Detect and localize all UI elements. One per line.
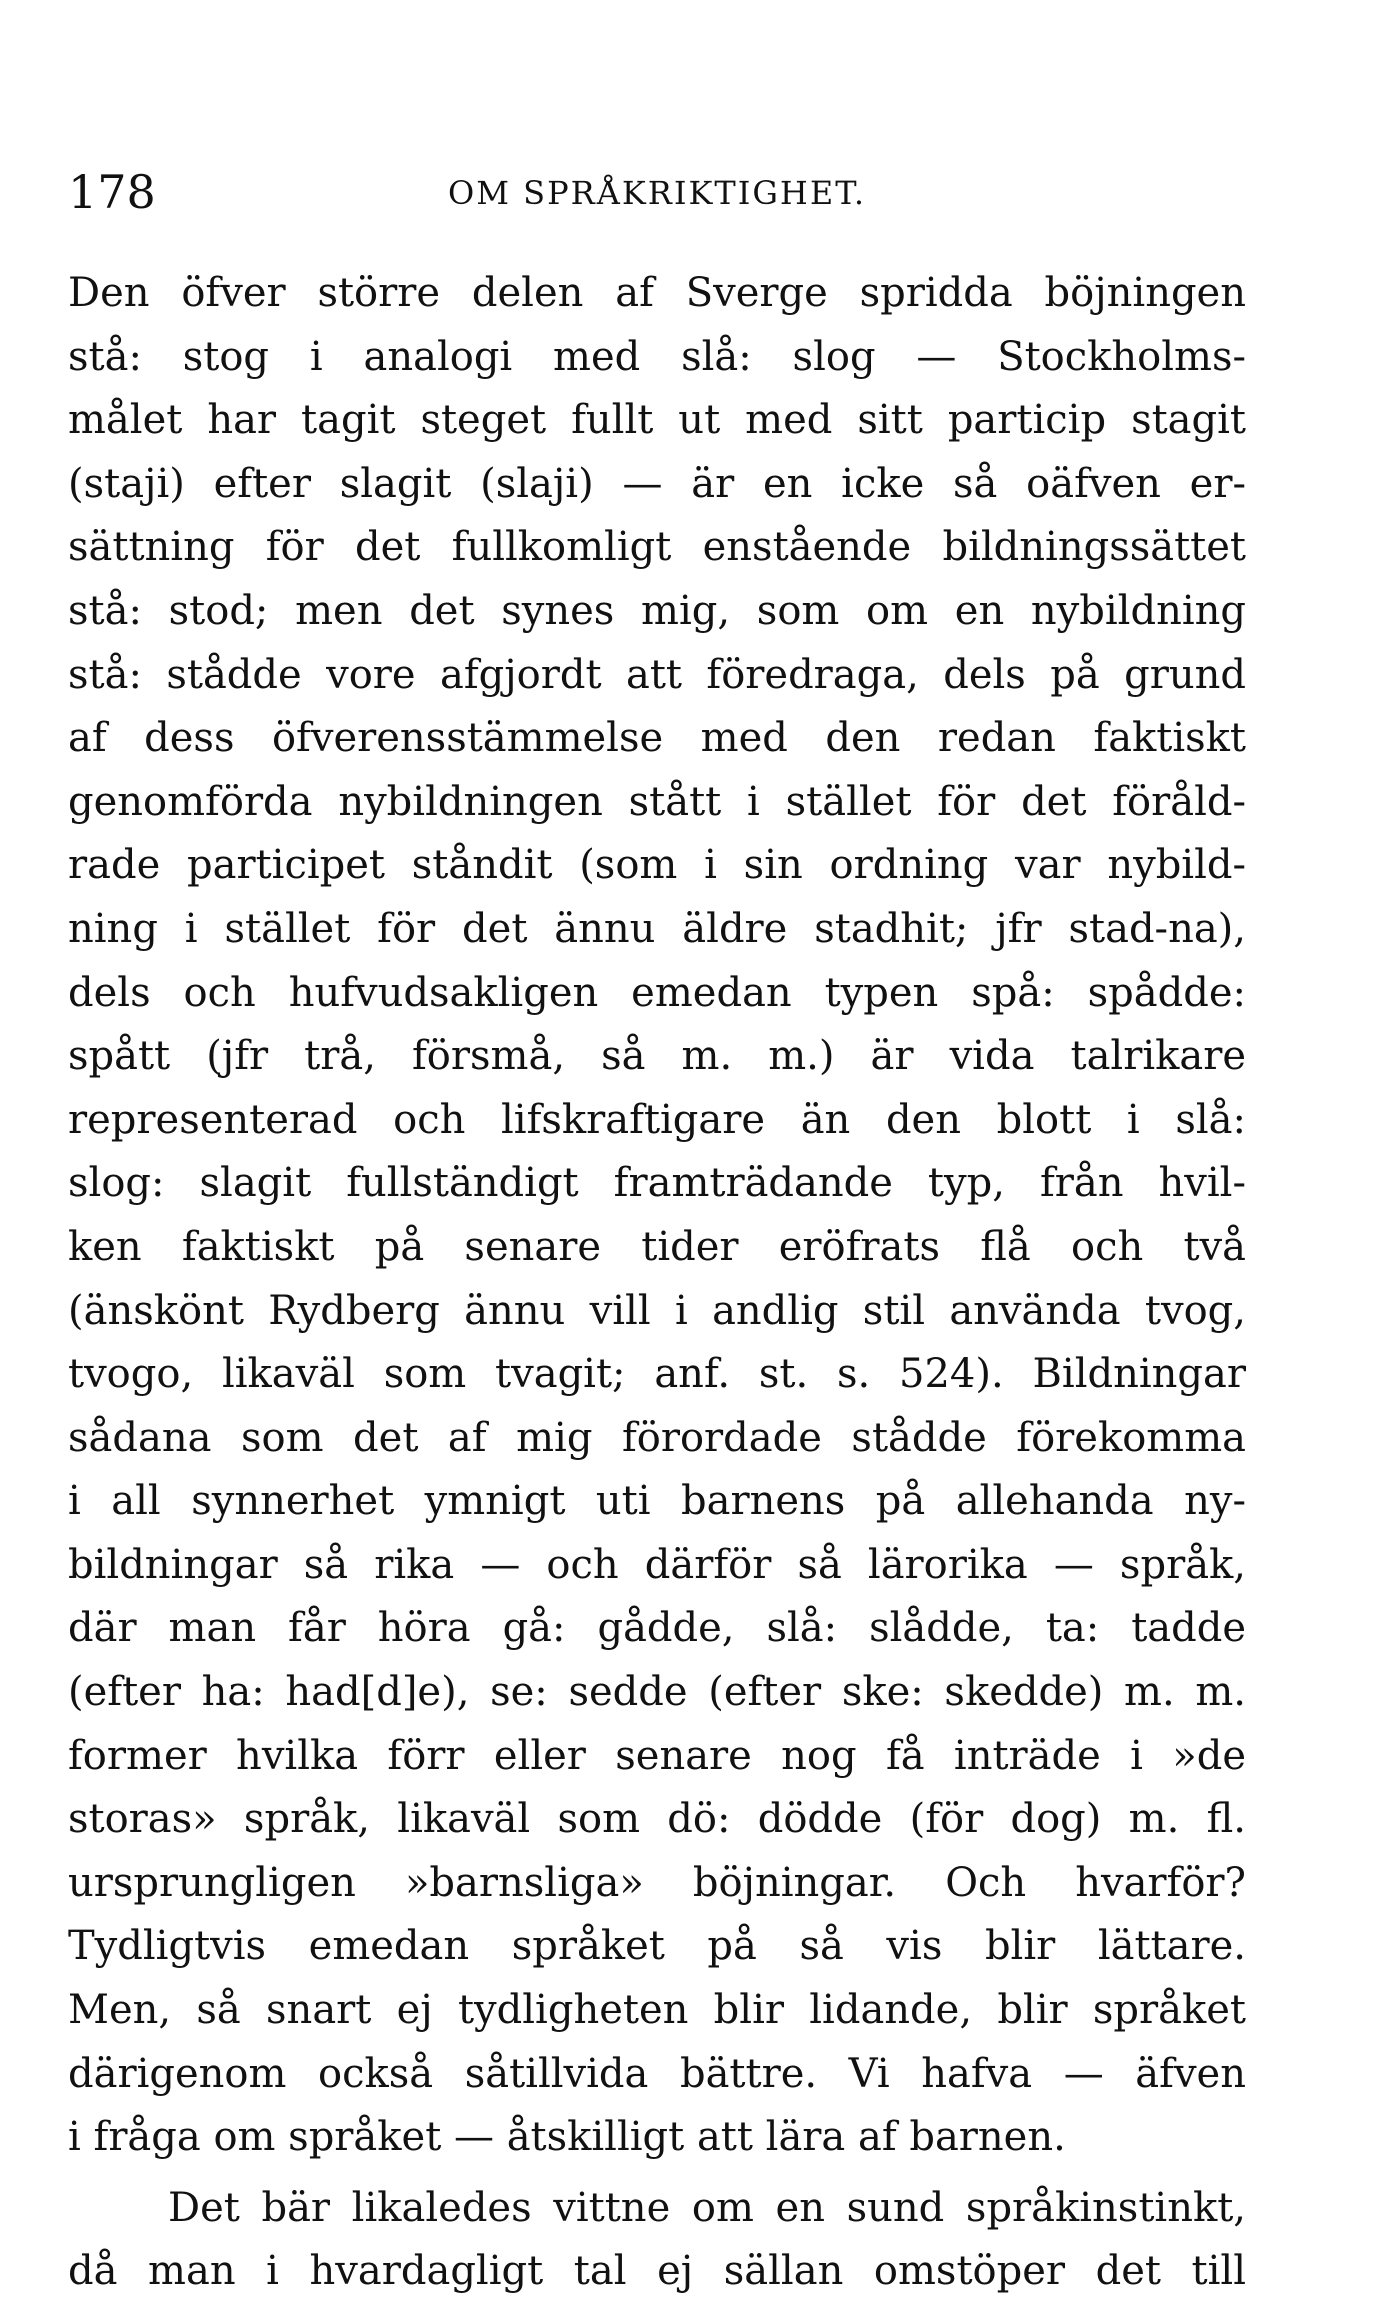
text-line: målet har tagit steget fullt ut med sitt particip stagit	[68, 397, 1246, 444]
text-line: ursprungligen »barnsliga» böjningar. Och hvarför?	[68, 1859, 1246, 1906]
text-line: rade participet ståndit (som i sin ordning var nybild-	[68, 842, 1246, 889]
running-head: OM SPRÅKRIKTIGHET.	[448, 174, 866, 212]
text-line: i fråga om språket — åtskilligt att lära af barnen.	[68, 2114, 1066, 2161]
text-line: spått (jfr trå, försmå, så m. m.) är vida talrikare	[68, 1033, 1246, 1080]
text-line: Tydligtvis emedan språket på så vis blir lättare.	[68, 1923, 1246, 1970]
text-line: (efter ha: had[d]e), se: sedde (efter ske: skedde) m. m.	[68, 1669, 1246, 1716]
text-line: då man i hvardagligt tal ej sällan omstöper det till	[68, 2248, 1246, 2295]
text-line: sådana som det af mig förordade stådde förekomma	[68, 1414, 1246, 1461]
text-line: där man får höra gå: gådde, slå: slådde, ta: tadde	[68, 1605, 1246, 1652]
text-line: af dess öfverensstämmelse med den redan faktiskt	[68, 715, 1246, 762]
text-line: bildningar så rika — och därför så lärorika — språk,	[68, 1541, 1246, 1588]
text-line: stå: stog i analogi med slå: slog — Stockholms-	[68, 333, 1246, 380]
text-line: representerad och lifskraftigare än den blott i slå:	[68, 1096, 1246, 1143]
text-line: därigenom också såtillvida bättre. Vi hafva — äfven	[68, 2050, 1246, 2097]
text-line: genomförda nybildningen stått i stället för det föråld-	[68, 778, 1246, 825]
page-header	[68, 162, 1246, 222]
text-line: ken faktiskt på senare tider eröfrats flå och två	[68, 1223, 1246, 1270]
text-line: (staji) efter slagit (slaji) — är en icke så oäfven er-	[68, 460, 1246, 507]
text-line: slog: slagit fullständigt framträdande typ, från hvil-	[68, 1160, 1246, 1207]
text-line: Den öfver större delen af Sverge spridda böjningen	[68, 270, 1246, 316]
text-line: storas» språk, likaväl som dö: dödde (för dog) m. fl.	[68, 1796, 1246, 1843]
text-line: i all synnerhet ymnigt uti barnens på allehanda ny-	[68, 1478, 1246, 1525]
page-number: 178	[68, 165, 156, 219]
text-line: stå: stod; men det synes mig, som om en nybildning	[68, 587, 1246, 634]
text-line: former hvilka förr eller senare nog få inträde i »de	[68, 1732, 1246, 1779]
text-line: (änskönt Rydberg ännu vill i andlig stil använda tvog,	[68, 1287, 1246, 1334]
text-line: tvogo, likaväl som tvagit; anf. st. s. 524). Bildningar	[68, 1351, 1246, 1398]
text-line: sättning för det fullkomligt enstående bildningssättet	[68, 524, 1246, 571]
text-line: Det bär likaledes vittne om en sund språkinstinkt,	[168, 2184, 1246, 2231]
text-line: ning i stället för det ännu äldre stadhit; jfr stad-na),	[68, 905, 1246, 952]
text-line: dels och hufvudsakligen emedan typen spå: spådde:	[68, 969, 1246, 1016]
body-text	[68, 262, 1246, 2304]
text-line: stå: stådde vore afgjordt att föredraga, dels på grund	[68, 651, 1246, 698]
text-line: Men, så snart ej tydligheten blir lidande, blir språket	[68, 1987, 1246, 2034]
